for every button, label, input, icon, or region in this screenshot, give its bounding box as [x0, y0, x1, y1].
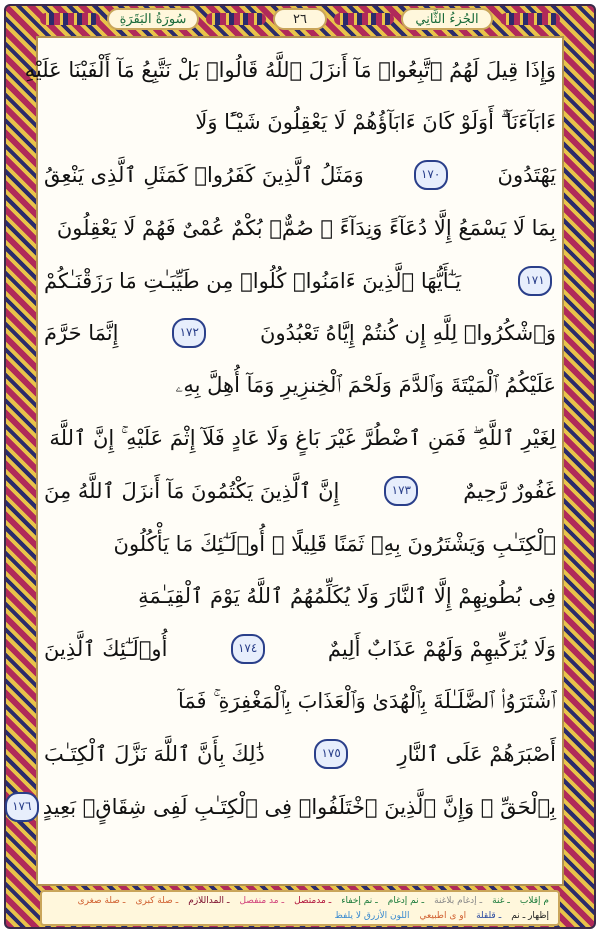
legend-entry: إظهار ـ نم [511, 910, 549, 921]
legend-entry: ـ مد منفصل [239, 895, 285, 906]
surah-label: سُورَةُ البَقَرَةِ [107, 8, 199, 30]
text-line [44, 623, 556, 676]
verse-text: أُو۟لَـٰٓئِكَ ٱلَّذِينَ [44, 636, 168, 661]
text-line [44, 149, 556, 202]
header-ornament [40, 13, 100, 25]
ayah-number-marker: ١٧٣ [384, 476, 418, 506]
verse-text: غَفُورٌ رَّحِيمٌ [463, 479, 556, 504]
text-line [12, 780, 556, 833]
legend-entry: ـ نم إخفاء [341, 895, 378, 906]
text-line [44, 728, 556, 781]
legend-entry: ـ إدغام بلاغنة [434, 895, 483, 906]
juz-label: الجُزءُ الثَّانِي [401, 8, 493, 30]
verse-text: وَإِذَا قِيلَ لَهُمُ ٱتَّبِعُوا۟ مَآ أَنزَلَ ٱللَّهُ قَالُوا۟ بَلْ نَتَّبِعُ مَآ أَلْفَيْنَا عَلَيْهِ [24, 58, 556, 83]
legend-entry: ـ صلة صغرى [77, 895, 126, 906]
page-header [40, 6, 560, 32]
tajweed-legend [40, 890, 560, 926]
verse-text: وَمَثَلُ ٱلَّذِينَ كَفَرُوا۟ كَمَثَلِ ٱلَّذِى يَنْعِقُ [44, 163, 364, 188]
ayah-number-marker: ١٧٤ [231, 634, 265, 664]
text-line [44, 465, 556, 518]
verse-text: يَهْتَدُونَ [497, 163, 556, 188]
verse-text: بِمَا لَا يَسْمَعُ إِلَّا دُعَآءً وَنِدَآءً ۚ صُمٌّۢ بُكْمٌ عُمْىٌ فَهُمْ لَا يَعْقِلُونَ [56, 216, 556, 241]
text-line [44, 675, 556, 728]
legend-entry: ـ صلة كبرى [135, 895, 179, 906]
text-line [24, 44, 556, 97]
text-line [44, 307, 556, 360]
verse-text: يَـٰٓأَيُّهَا ٱلَّذِينَ ءَامَنُوا۟ كُلُوا۟ مِن طَيِّبَـٰتِ مَا رَزَقْنَـٰكُمْ [44, 268, 462, 293]
verse-text: بِٱلْحَقِّ ۗ وَإِنَّ ٱلَّذِينَ ٱخْتَلَفُوا۟ فِى ٱلْكِتَـٰبِ لَفِى شِقَاقٍۭ بَعِيدٍ [42, 794, 556, 819]
text-line [44, 254, 556, 307]
legend-entry: اللون الأزرق لا يلفظ [334, 910, 410, 921]
ayah-number-marker: ١٧٦ [5, 792, 39, 822]
text-line [44, 570, 556, 623]
verse-text: فِى بُطُونِهِمْ إِلَّا ٱلنَّارَ وَلَا يُكَلِّمُهُمُ ٱللَّهُ يَوْمَ ٱلْقِيَـٰمَةِ [138, 584, 556, 609]
text-line [44, 202, 556, 255]
ayah-number-marker: ١٧٢ [172, 318, 206, 348]
verse-text: أَصْبَرَهُمْ عَلَى ٱلنَّارِ [397, 742, 556, 767]
verse-text: لِغَيْرِ ٱللَّهِ ۖ فَمَنِ ٱضْطُرَّ غَيْرَ بَاغٍ وَلَا عَادٍ فَلَآ إِثْمَ عَلَيْهِ ۚ إِنَّ ٱللَّهَ [49, 425, 556, 450]
page-number: ٢٦ [273, 8, 327, 30]
verse-text: ذَٰلِكَ بِأَنَّ ٱللَّهَ نَزَّلَ ٱلْكِتَـٰبَ [44, 742, 265, 767]
verse-text: ٱشْتَرَوُا۟ ٱلضَّلَـٰلَةَ بِٱلْهُدَىٰ وَٱلْعَذَابَ بِٱلْمَغْفِرَةِ ۚ فَمَآ [177, 688, 556, 713]
verse-text: عَلَيْكُمُ ٱلْمَيْتَةَ وَٱلدَّمَ وَلَحْمَ ٱلْخِنزِيرِ وَمَآ أُهِلَّ بِهِۦ [175, 373, 556, 398]
header-ornament [500, 13, 560, 25]
verse-text: إِنَّمَا حَرَّمَ [44, 321, 119, 346]
legend-entry: ـ نم إدغام [387, 895, 425, 906]
text-line [44, 97, 556, 150]
legend-entry: م إقلاب [519, 895, 549, 906]
text-line [44, 360, 556, 413]
legend-entry: ـ قلقلة [476, 910, 502, 921]
verse-text: وَلَا يُزَكِّيهِمْ وَلَهُمْ عَذَابٌ أَلِيمٌ [327, 636, 556, 661]
text-line [44, 412, 556, 465]
ayah-number-marker: ١٧٥ [314, 739, 348, 769]
ayah-number-marker: ١٧٠ [414, 160, 448, 190]
legend-entry: ـ المداللازم [188, 895, 230, 906]
verse-text: ءَابَآءَنَآ ۗ أَوَلَوْ كَانَ ءَابَآؤُهُمْ لَا يَعْقِلُونَ شَيْـًٔا وَلَا [195, 110, 556, 135]
header-ornament [334, 13, 394, 25]
verse-text: ٱلْكِتَـٰبِ وَيَشْتَرُونَ بِهِۦ ثَمَنًا قَلِيلًا ۙ أُو۟لَـٰٓئِكَ مَا يَأْكُلُونَ [113, 531, 556, 556]
legend-entry: ـ مدمتصل [294, 895, 332, 906]
verse-text: إِنَّ ٱلَّذِينَ يَكْتُمُونَ مَآ أَنزَلَ ٱللَّهُ مِنَ [44, 479, 340, 504]
legend-entry: ـ غنة [492, 895, 510, 906]
verse-text: وَٱشْكُرُوا۟ لِلَّهِ إِن كُنتُمْ إِيَّاهُ تَعْبُدُونَ [260, 321, 556, 346]
header-ornament [206, 13, 266, 25]
ayah-number-marker: ١٧١ [518, 266, 552, 296]
quran-text [12, 44, 556, 833]
legend-entry: او ى اطبيعي [419, 910, 467, 921]
text-line [44, 517, 556, 570]
